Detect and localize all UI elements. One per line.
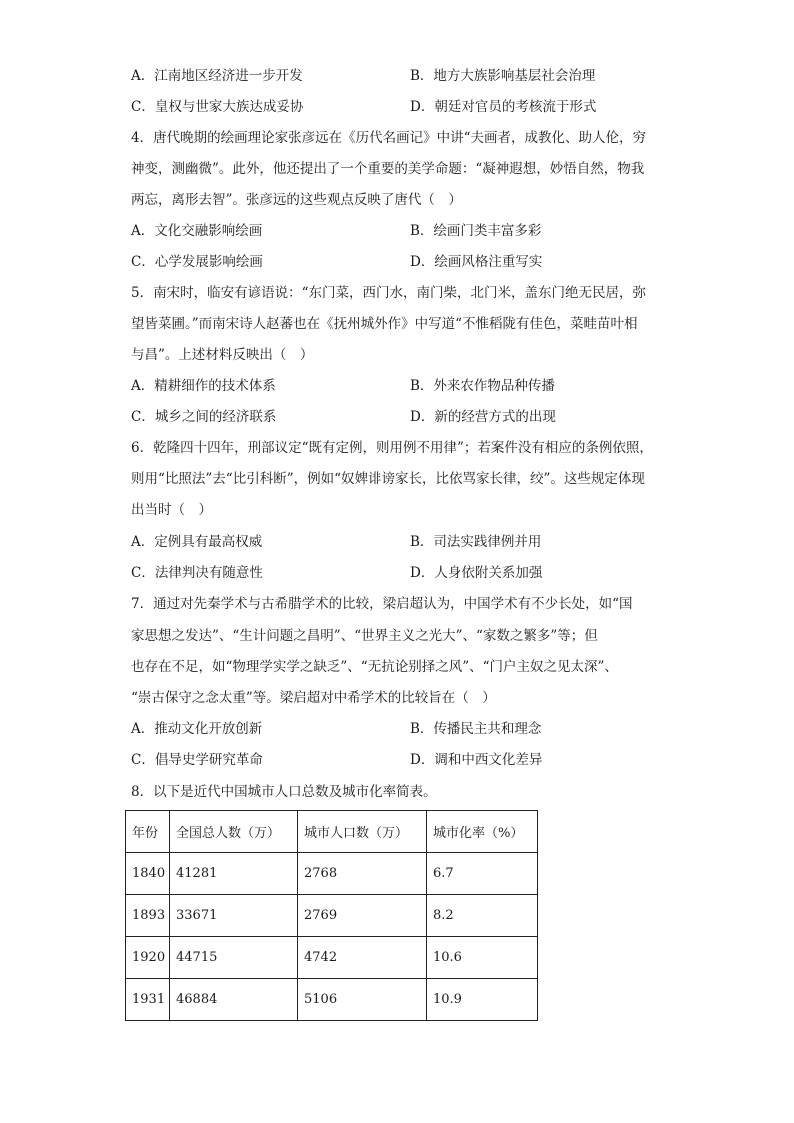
- header-urban-population: 城市人口数（万）: [298, 811, 427, 853]
- q4-stem-line-2: 神变，测幽微”。此外，他还提出了一个重要的美学命题：“凝神遐想，妙悟自然，物我: [131, 161, 645, 177]
- cell-urban-population: 4742: [298, 937, 427, 979]
- cell-urbanization-rate: 10.6: [427, 937, 538, 979]
- table-header-row: [126, 811, 538, 853]
- q4-stem-line-3: 两忘，离形去智”。张彦远的这些观点反映了唐代（ ）: [131, 192, 462, 208]
- q5-stem-line-1: 5．南宋时，临安有谚语说：“东门菜，西门水，南门柴，北门米，盖东门绝无民居，弥: [131, 285, 646, 301]
- cell-urban-population: 2769: [298, 895, 427, 937]
- cell-urbanization-rate: 8.2: [427, 895, 538, 937]
- q6-option-d: D．人身依附关系加强: [410, 565, 543, 581]
- q6-option-c: C．法律判决有随意性: [131, 565, 263, 581]
- table-row: [126, 895, 538, 937]
- q4-option-b: B．绘画门类丰富多彩: [410, 223, 542, 239]
- q3-option-a: A．江南地区经济进一步开发: [131, 68, 303, 84]
- q6-option-a: A．定例具有最高权威: [131, 534, 263, 550]
- q7-stem-line-3: 也存在不足，如“物理学实学之缺乏”、“无抗论别择之风”、“门户主奴之见太深”、: [131, 659, 618, 675]
- urbanization-table: [125, 810, 538, 1021]
- q5-option-a: A．精耕细作的技术体系: [131, 378, 276, 394]
- q7-stem-line-4: “崇古保守之念太重”等。梁启超对中希学术的比较旨在（ ）: [131, 690, 496, 706]
- q6-stem-line-3: 出当时（ ）: [131, 502, 212, 518]
- cell-total-population: 46884: [170, 979, 298, 1021]
- q5-stem-line-2: 望皆菜圃。”而南宋诗人赵蕃也在《抚州城外作》中写道“不惟稻陇有佳色，菜畦苗叶相: [131, 316, 638, 332]
- table-row: [126, 853, 538, 895]
- q5-option-c: C．城乡之间的经济联系: [131, 409, 277, 425]
- q3-option-d: D．朝廷对官员的考核流于形式: [410, 99, 597, 115]
- cell-total-population: 44715: [170, 937, 298, 979]
- header-year: 年份: [126, 811, 170, 853]
- cell-urbanization-rate: 6.7: [427, 853, 538, 895]
- cell-urban-population: 2768: [298, 853, 427, 895]
- cell-year: 1893: [126, 895, 170, 937]
- q4-stem-line-1: 4．唐代晚期的绘画理论家张彦远在《历代名画记》中讲“夫画者，成教化、助人伦，穷: [131, 130, 646, 146]
- cell-urbanization-rate: 10.9: [427, 979, 538, 1021]
- q7-option-d: D．调和中西文化差异: [410, 752, 543, 768]
- cell-year: 1920: [126, 937, 170, 979]
- q5-stem-line-3: 与昌”。上述材料反映出（ ）: [131, 347, 314, 363]
- cell-total-population: 33671: [170, 895, 298, 937]
- cell-year: 1931: [126, 979, 170, 1021]
- q5-option-d: D．新的经营方式的出现: [410, 409, 556, 425]
- header-total-population: 全国总人数（万）: [170, 811, 298, 853]
- q4-option-c: C．心学发展影响绘画: [131, 254, 263, 270]
- cell-urban-population: 5106: [298, 979, 427, 1021]
- q4-option-a: A．文化交融影响绘画: [131, 223, 263, 239]
- cell-year: 1840: [126, 853, 170, 895]
- q6-stem-line-1: 6．乾隆四十四年，刑部议定“既有定例，则用例不用律”；若案件没有相应的条例依照，: [131, 440, 653, 456]
- q3-option-c: C．皇权与世家大族达成妥协: [131, 99, 304, 115]
- q7-option-a: A．推动文化开放创新: [131, 721, 263, 737]
- q5-option-b: B．外来农作物品种传播: [410, 378, 555, 394]
- q8-stem: 8．以下是近代中国城市人口总数及城市化率简表。: [131, 784, 437, 800]
- q6-stem-line-2: 则用“比照法”去“比引科断”，例如“奴婢诽谤家长，比依骂家长律，绞”。这些规定体现: [131, 471, 645, 487]
- q4-option-d: D．绘画风格注重写实: [410, 254, 543, 270]
- table-row: [126, 979, 538, 1021]
- table-row: [126, 937, 538, 979]
- q7-stem-line-1: 7．通过对先秦学术与古希腊学术的比较，梁启超认为，中国学术有不少长处，如“国: [131, 596, 633, 612]
- q6-option-b: B．司法实践律例并用: [410, 534, 542, 550]
- q3-option-b: B．地方大族影响基层社会治理: [410, 68, 596, 84]
- q7-option-c: C．倡导史学研究革命: [131, 752, 263, 768]
- header-urbanization-rate: 城市化率（%）: [427, 811, 538, 853]
- q7-stem-line-2: 家思想之发达”、“生计问题之昌明”、“世界主义之光大”、“家数之繁多”等；但: [131, 628, 598, 644]
- cell-total-population: 41281: [170, 853, 298, 895]
- q7-option-b: B．传播民主共和理念: [410, 721, 542, 737]
